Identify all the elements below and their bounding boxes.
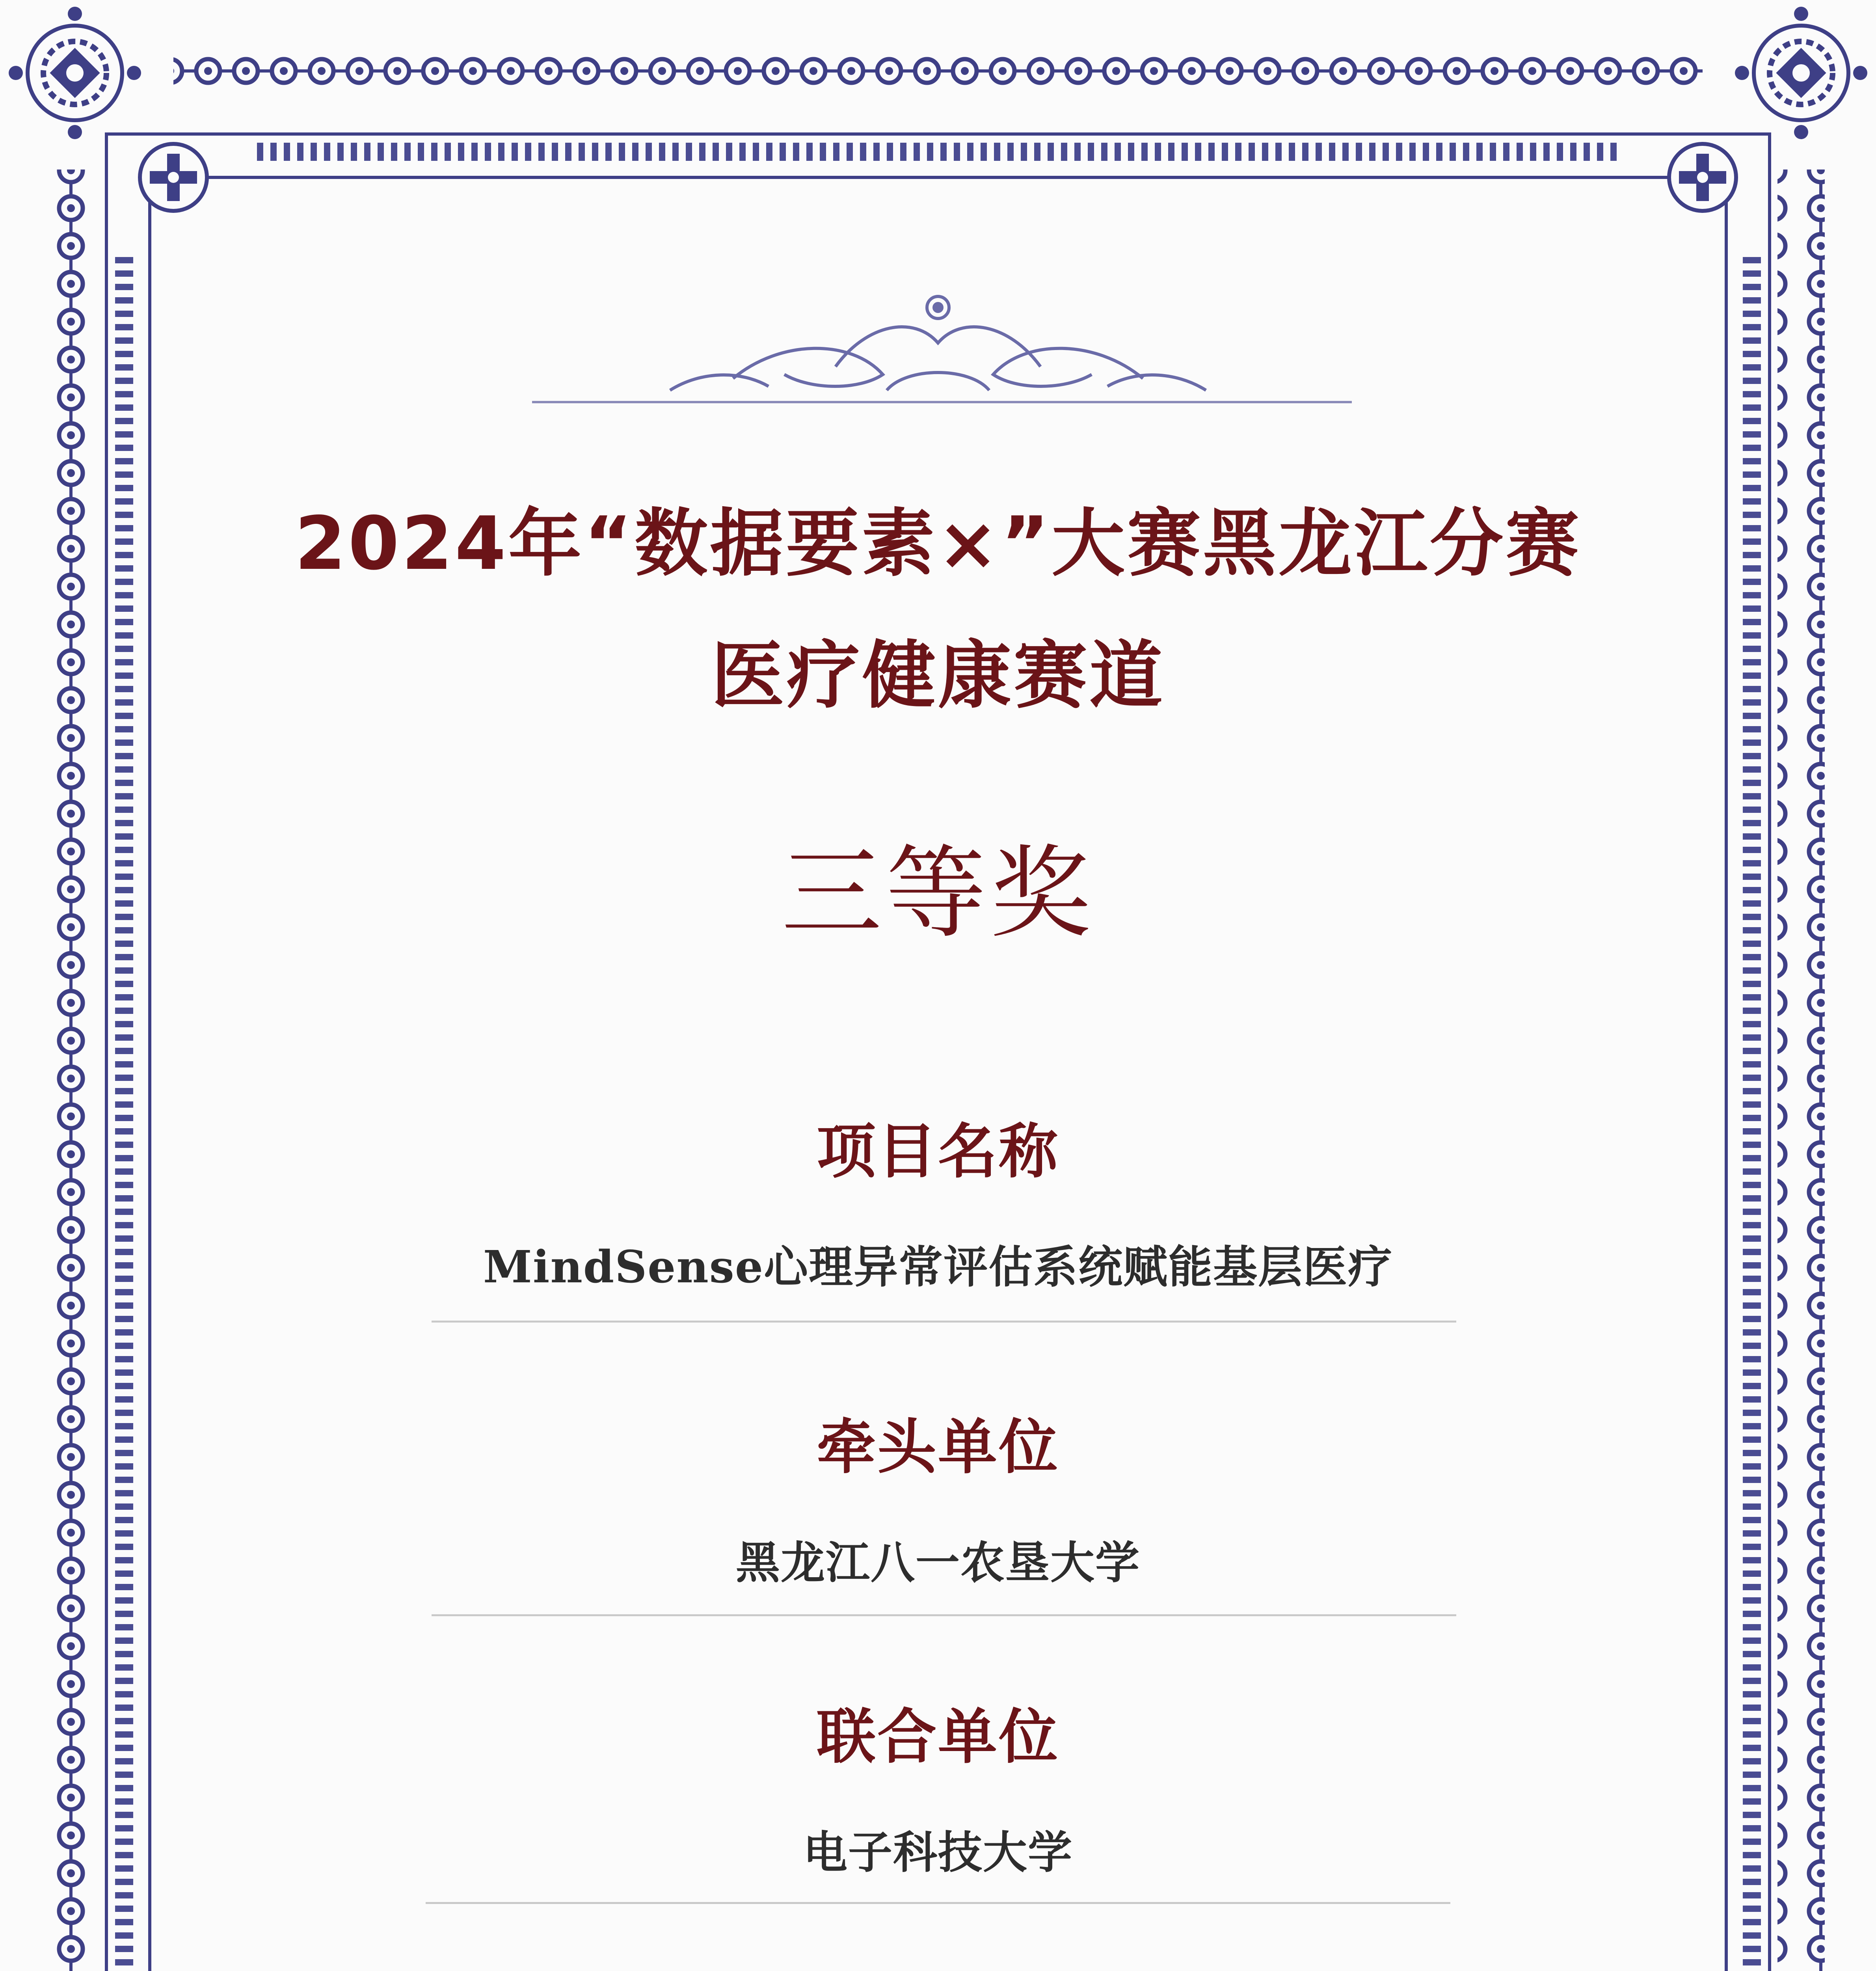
divider xyxy=(426,1902,1450,1904)
award-level: 三等奖 xyxy=(781,835,1095,952)
project-name-heading: 项目名称 xyxy=(816,1117,1059,1186)
flourish-ornament xyxy=(532,296,1352,402)
divider xyxy=(432,1321,1456,1323)
project-name-value: MindSense心理异常评估系统赋能基层医疗 xyxy=(483,1241,1393,1293)
lead-unit-value: 黑龙江八一农垦大学 xyxy=(736,1537,1140,1589)
certificate-title-line1: 2024年“数据要素×”大赛黑龙江分赛 xyxy=(294,501,1581,586)
lead-unit-heading: 牵头单位 xyxy=(816,1412,1059,1482)
joint-unit-heading: 联合单位 xyxy=(816,1702,1059,1772)
certificate-title-line2: 医疗健康赛道 xyxy=(711,633,1165,718)
divider xyxy=(432,1614,1456,1616)
joint-unit-value: 电子科技大学 xyxy=(803,1827,1073,1878)
